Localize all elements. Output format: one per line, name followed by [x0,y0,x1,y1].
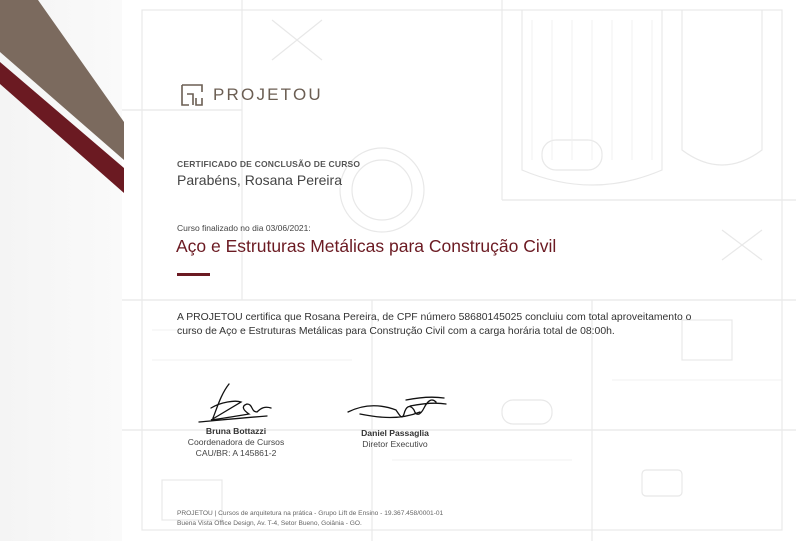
signature-block-director [330,390,460,450]
completion-date: Curso finalizado no dia 03/06/2021: [177,223,311,233]
signature-block-coordinator [176,378,296,459]
certification-statement [177,311,717,339]
footer-line-2: Buena Vista Office Design, Av. T-4, Setor Bueno, Goiânia - GO. [177,519,362,527]
certificate-label: CERTIFICADO DE CONCLUSÃO DE CURSO [177,159,361,169]
congrats-heading: Parabéns, Rosana Pereira [177,172,342,188]
signer-registration: CAU/BR: A 145861-2 [195,448,277,458]
signer-name: Daniel Passaglia [361,428,429,438]
footer [177,509,443,528]
signer-role: Diretor Executivo [362,439,428,449]
logo-mark-icon [179,82,205,108]
signature-drawing [340,390,450,428]
course-title: Aço e Estruturas Metálicas para Construção Civil [176,236,557,256]
statement-line-1: A PROJETOU certifica que Rosana Pereira, de CPF número 58680145025 concluiu com total aproveitamento o [177,312,692,323]
footer-line-1: PROJETOU | Cursos de arquitetura na prática - Grupo Lift de Ensino - 19.367.458/0001-01 [177,510,444,517]
statement-line-2: curso de Aço e Estruturas Metálicas para Construção Civil com a carga horária total de 08:00h. [177,326,615,337]
signature-drawing [191,378,281,426]
title-underline [177,273,210,276]
signer-name: Bruna Bottazzi [205,426,267,436]
brand-name: PROJETOU [213,85,323,104]
corner-ribbon [0,0,124,200]
signer-role: Coordenadora de Cursos [187,437,285,447]
brand-logo [179,82,323,108]
